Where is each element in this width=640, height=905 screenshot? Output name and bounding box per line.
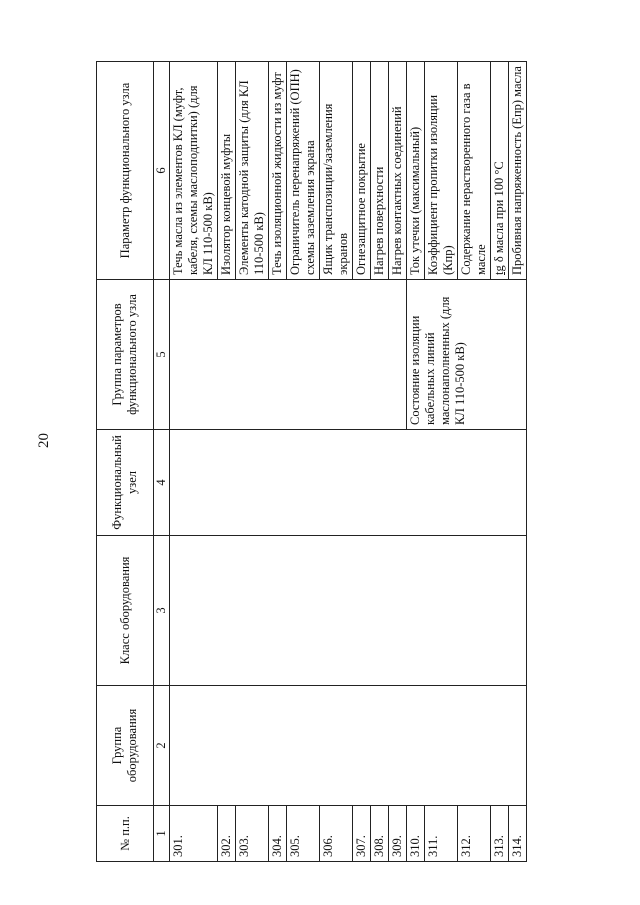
parameter-cell: Коэффициент пропитки изоляции (Кпр) <box>425 62 458 280</box>
col-number: 2 <box>154 686 170 806</box>
row-number: 308. <box>371 806 389 862</box>
parameter-cell <box>491 62 509 280</box>
parameter-cell: Пробивная напряженность (Епр) масла <box>509 62 527 280</box>
col-header-equipment-group: Группа оборудования <box>97 686 154 806</box>
parameter-cell: Течь масла из элементов КЛ (муфт, кабеля, схемы маслоподпитки) (для КЛ 110-500 кВ) <box>170 62 218 280</box>
col-number: 4 <box>154 430 170 536</box>
col-number: 1 <box>154 806 170 862</box>
col-number: 5 <box>154 280 170 430</box>
parameter-group-cell-empty <box>170 280 407 430</box>
table-sheet <box>96 62 536 862</box>
parameter-cell: Нагрев поверхности <box>371 62 389 280</box>
parameter-cell: Ток утечки (максимальный) <box>407 62 425 280</box>
parameter-group-cell: Состояние изоляции кабельных линий маслонаполненных (для КЛ 110-500 кВ) <box>407 280 527 430</box>
header-row <box>97 62 154 862</box>
parameter-cell: Элементы катодной защиты (для КЛ 110-500 кВ) <box>236 62 269 280</box>
col-header-parameter: Параметр функционального узла <box>97 62 154 280</box>
row-number: 311. <box>425 806 458 862</box>
col-number: 6 <box>154 62 170 280</box>
row-number: 306. <box>320 806 353 862</box>
parameter-cell: Нагрев контактных соединений <box>389 62 407 280</box>
row-number: 305. <box>287 806 320 862</box>
parameter-cell: Огнезащитное покрытие <box>353 62 371 280</box>
col-header-functional-unit: Функциональный узел <box>97 430 154 536</box>
page-number: 20 <box>36 433 52 448</box>
parameter-cell: Ограничитель перенапряжений (ОПН) схемы заземления экрана <box>287 62 320 280</box>
row-number: 304. <box>269 806 287 862</box>
table-row <box>170 62 218 862</box>
parameters-table <box>96 61 527 862</box>
row-number: 310. <box>407 806 425 862</box>
col-header-number: № п.п. <box>97 806 154 862</box>
row-number: 309. <box>389 806 407 862</box>
row-number: 314. <box>509 806 527 862</box>
equipment-group-cell <box>170 686 527 806</box>
tg-symbol: tg <box>492 265 506 275</box>
parameter-text: δ масла при 100 °С <box>492 161 506 266</box>
equipment-class-cell <box>170 536 527 686</box>
column-number-row <box>154 62 170 862</box>
functional-unit-cell <box>170 430 527 536</box>
row-number: 312. <box>458 806 491 862</box>
parameter-cell: Содержание нерастворенного газа в масле <box>458 62 491 280</box>
col-header-parameter-group: Группа параметров функционального узла <box>97 280 154 430</box>
row-number: 303. <box>236 806 269 862</box>
row-number: 301. <box>170 806 218 862</box>
row-number: 307. <box>353 806 371 862</box>
parameter-cell: Течь изоляционной жидкости из муфт <box>269 62 287 280</box>
parameter-cell: Ящик транспозиции/заземления экранов <box>320 62 353 280</box>
row-number: 313. <box>491 806 509 862</box>
col-header-equipment-class: Класс оборудования <box>97 536 154 686</box>
col-number: 3 <box>154 536 170 686</box>
parameter-cell: Изолятор концевой муфты <box>218 62 236 280</box>
row-number: 302. <box>218 806 236 862</box>
